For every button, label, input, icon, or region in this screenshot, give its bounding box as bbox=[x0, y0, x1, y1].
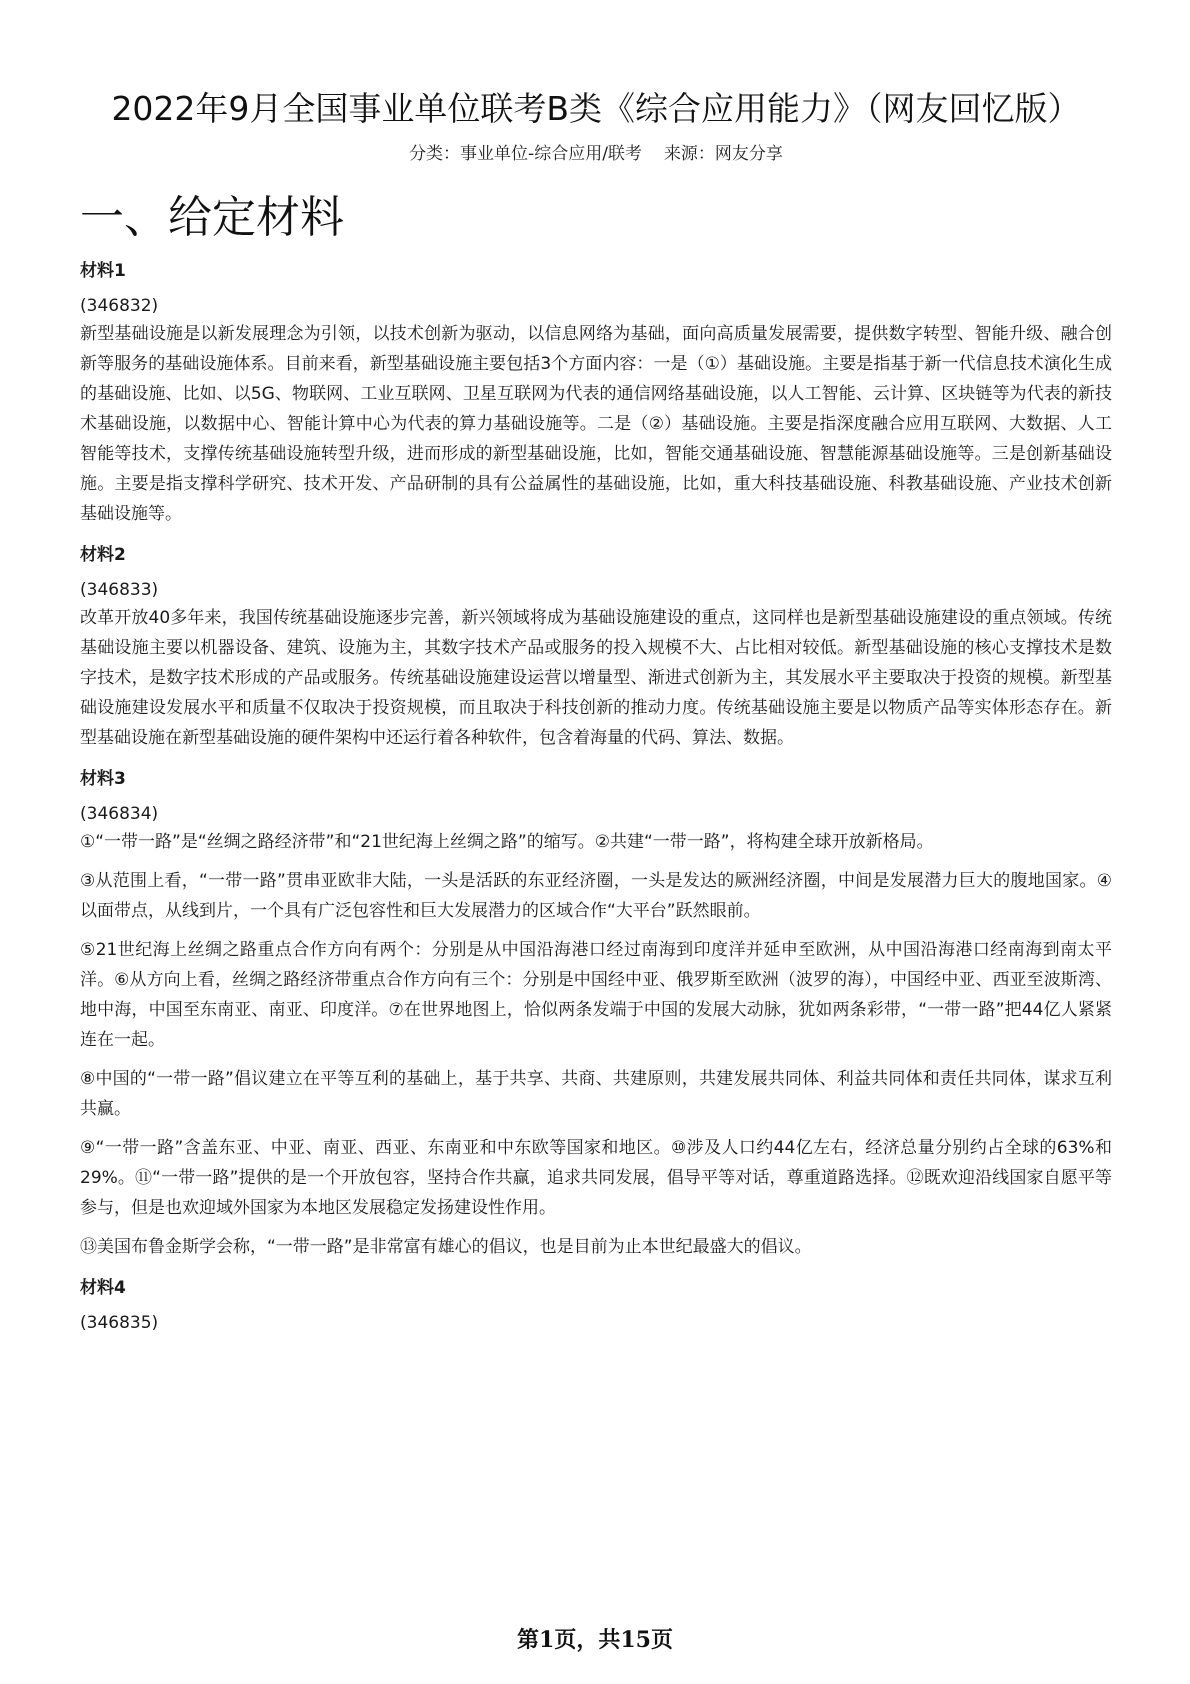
category-label: 分类：事业单位-综合应用/联考 bbox=[409, 144, 642, 164]
material-paragraph: 新型基础设施是以新发展理念为引领，以技术创新为驱动，以信息网络为基础，面向高质量发展需要，提供数字转型、智能升级、融合创新等服务的基础设施体系。目前来看，新型基础设施主要包括3个方面内容：一是（①）基础设施。主要是指基于新一代信息技术演化生成的基础设施、比如、以5G、物联网、工业互联网、卫星互联网为代表的通信网络基础设施，以人工智能、云计算、区块链等为代表的新技术基础设施，以数据中心、智能计算中心为代表的算力基础设施等。二是（②）基础设施。主要是指深度融合应用互联网、大数据、人工智能等技术，支撑传统基础设施转型升级，进而形成的新型基础设施，比如，智能交通基础设施、智慧能源基础设施等。三是创新基础设施。主要是指支撑科学研究、技术开发、产品研制的具有公益属性的基础设施，比如，重大科技基础设施、科教基础设施、产业技术创新基础设施等。 bbox=[80, 324, 1112, 524]
material-4 bbox=[80, 1276, 1112, 1334]
document-title: 2022年9月全国事业单位联考B类《综合应用能力》（网友回忆版） bbox=[111, 89, 1081, 128]
document-meta bbox=[80, 143, 1112, 165]
material-paragraph: ⑨“一带一路”含盖东亚、中亚、南亚、西亚、东南亚和中东欧等国家和地区。⑩涉及人口约44亿左右，经济总量分别约占全球的63%和29%。⑪“一带一路”提供的是一个开放包容，坚持合作共赢，追求共同发展，倡导平等对话，尊重道路选择。⑫既欢迎沿线国家自愿平等参与，但是也欢迎域外国家为本地区发展稳定发扬建设性作用。 bbox=[80, 1138, 1112, 1218]
source-label: 来源：网友分享 bbox=[663, 144, 783, 164]
document-page bbox=[80, 0, 1112, 1684]
material-title: 材料2 bbox=[80, 545, 126, 565]
page-number: 第1页，共15页 bbox=[517, 1627, 673, 1653]
material-id: (346835) bbox=[80, 1313, 159, 1333]
material-paragraph: 改革开放40多年来，我国传统基础设施逐步完善，新兴领域将成为基础设施建设的重点，这同样也是新型基础设施建设的重点领域。传统基础设施主要以机器设备、建筑、设施为主，其数字技术产品或服务的投入规模不大、占比相对较低。新型基础设施的核心支撑技术是数字技术，是数字技术形成的产品或服务。传统基础设施建设运营以增量型、渐进式创新为主，其发展水平主要取决于投资的规模。新型基础设施建设发展水平和质量不仅取决于投资规模，而且取决于科技创新的推动力度。传统基础设施主要是以物质产品等实体形态存在。新型基础设施在新型基础设施的硬件架构中还运行着各种软件，包含着海量的代码、算法、数据。 bbox=[80, 608, 1112, 748]
material-paragraph: ⑬美国布鲁金斯学会称，“一带一路”是非常富有雄心的倡议，也是目前为止本世纪最盛大的倡议。 bbox=[80, 1237, 812, 1257]
material-paragraph: ③从范围上看，“一带一路”贯串亚欧非大陆，一头是活跃的东亚经济圈，一头是发达的厥洲经济圈，中间是发展潜力巨大的腹地国家。④以面带点，从线到片，一个具有广泛包容性和巨大发展潜力的区域合作“大平台”跃然眼前。 bbox=[80, 871, 1112, 921]
material-paragraph: ①“一带一路”是“丝绸之路经济带”和“21世纪海上丝绸之路”的缩写。②共建“一带一路”，将构建全球开放新格局。 bbox=[80, 832, 934, 852]
material-paragraph: ⑤21世纪海上丝绸之路重点合作方向有两个：分别是从中国沿海港口经过南海到印度洋并延申至欧洲，从中国沿海港口经南海到南太平洋。⑥从方向上看，丝绸之路经济带重点合作方向有三个：分别是中国经中亚、俄罗斯至欧洲（波罗的海），中国经中亚、西亚至波斯湾、地中海，中国至东南亚、南亚、印度洋。⑦在世界地图上，恰似两条发端于中国的发展大动脉，犹如两条彩带，“一带一路”把44亿人紧紧连在一起。 bbox=[80, 940, 1112, 1050]
material-id: (346833) bbox=[80, 580, 159, 600]
material-2 bbox=[80, 543, 1112, 753]
material-title: 材料3 bbox=[80, 769, 126, 789]
material-id: (346832) bbox=[80, 296, 159, 316]
material-title: 材料4 bbox=[80, 1278, 126, 1298]
material-3 bbox=[80, 767, 1112, 1262]
material-id: (346834) bbox=[80, 804, 159, 824]
material-title: 材料1 bbox=[80, 261, 126, 281]
material-paragraph: ⑧中国的“一带一路”倡议建立在平等互利的基础上，基于共享、共商、共建原则，共建发展共同体、利益共同体和责任共同体，谋求互利共赢。 bbox=[80, 1069, 1112, 1119]
section-heading: 一、给定材料 bbox=[80, 192, 344, 243]
material-1 bbox=[80, 259, 1112, 529]
